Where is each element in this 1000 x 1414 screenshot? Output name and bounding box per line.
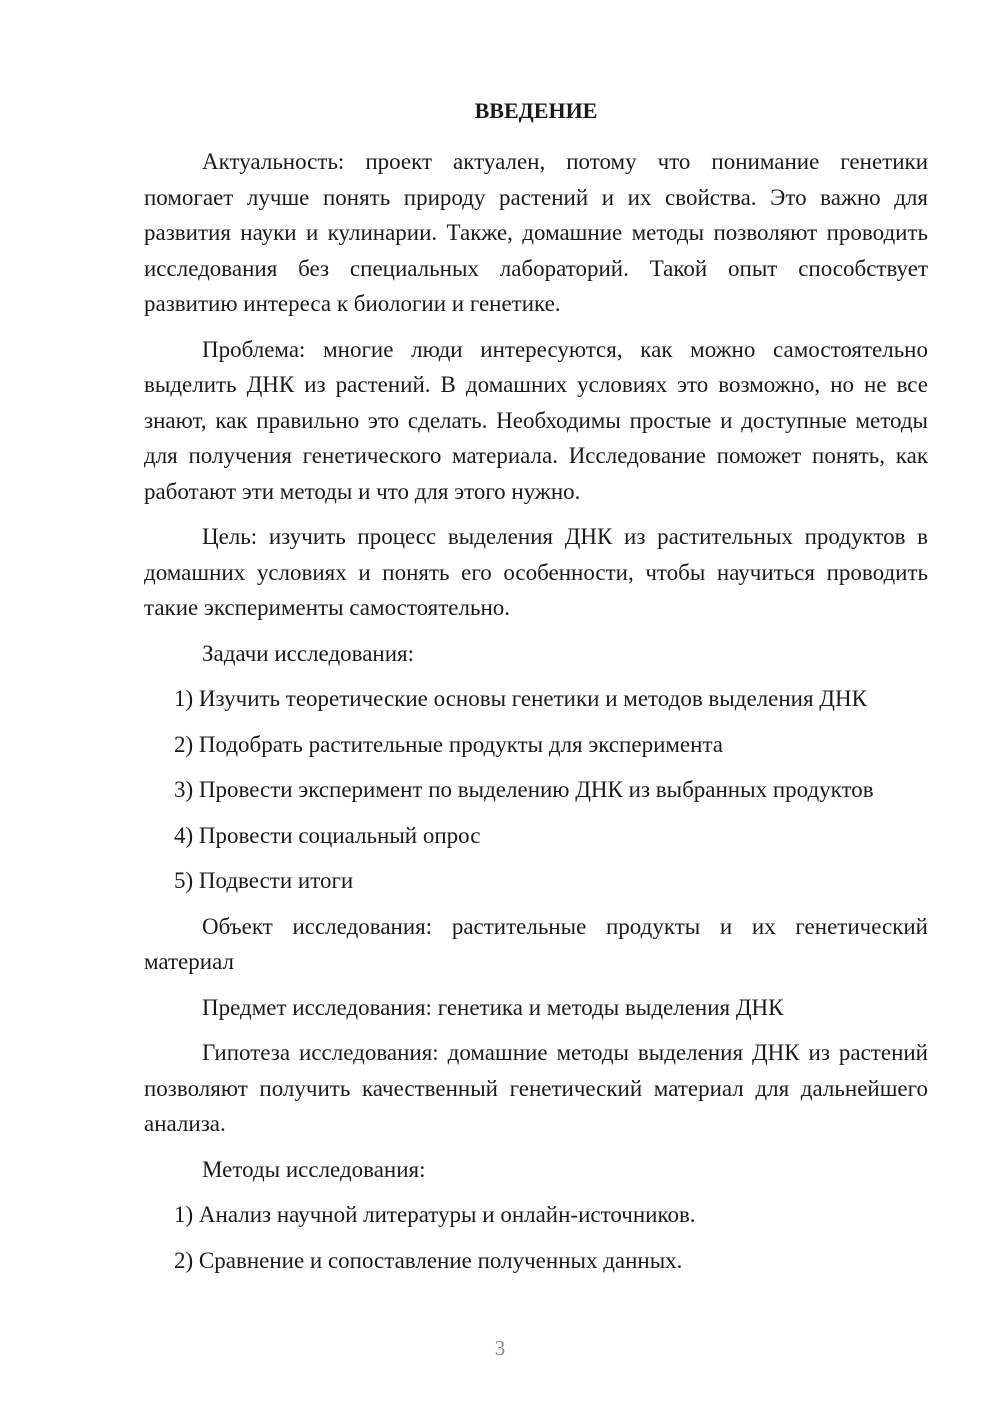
goal-paragraph: Цель: изучить процесс выделения ДНК из растительных продуктов в домашних условиях и понять его особенности, чтобы научиться проводить такие эксперименты самостоятельно. [144,524,928,620]
methods-heading: Методы исследования: [202,1156,426,1182]
object-paragraph: Объект исследования: растительные продукты и их генетический материал [144,913,928,974]
relevance-paragraph: Актуальность: проект актуален, потому что понимание генетики помогает лучше понять природу растений и их свойства. Это важно для развития науки и кулинарии. Также, домашние методы позволяют проводить исследования без специальных лабораторий. Такой опыт способствует развитию интереса к биологии и генетике. [144,149,928,316]
tasks-heading: Задачи исследования: [202,640,415,666]
task-item: 4) Провести социальный опрос [174,822,481,848]
section-title: ВВЕДЕНИЕ [474,98,598,123]
hypothesis-paragraph: Гипотеза исследования: домашние методы выделения ДНК из растений позволяют получить качественный генетический материал для дальнейшего анализа. [144,1040,928,1136]
task-item: 3) Провести эксперимент по выделению ДНК из выбранных продуктов [174,777,874,802]
method-item: 2) Сравнение и сопоставление полученных данных. [174,1247,683,1273]
document-body [144,94,928,1288]
task-item: 5) Подвести итоги [174,868,354,893]
page-number: 3 [494,1336,506,1360]
subject-paragraph: Предмет исследования: генетика и методы выделения ДНК [202,994,784,1020]
problem-paragraph: Проблема: многие люди интересуются, как можно самостоятельно выделить ДНК из растений. В домашних условиях это возможно, но не все знают, как правильно это сделать. Необходимы простые и доступные методы для получения генетического материала. Исследование поможет понять, как работают эти методы и что для этого нужно. [144,336,928,504]
task-item: 2) Подобрать растительные продукты для эксперимента [174,731,723,757]
task-item: 1) Изучить теоретические основы генетики и методов выделения ДНК [174,686,867,711]
method-item: 1) Анализ научной литературы и онлайн-источников. [174,1202,696,1227]
